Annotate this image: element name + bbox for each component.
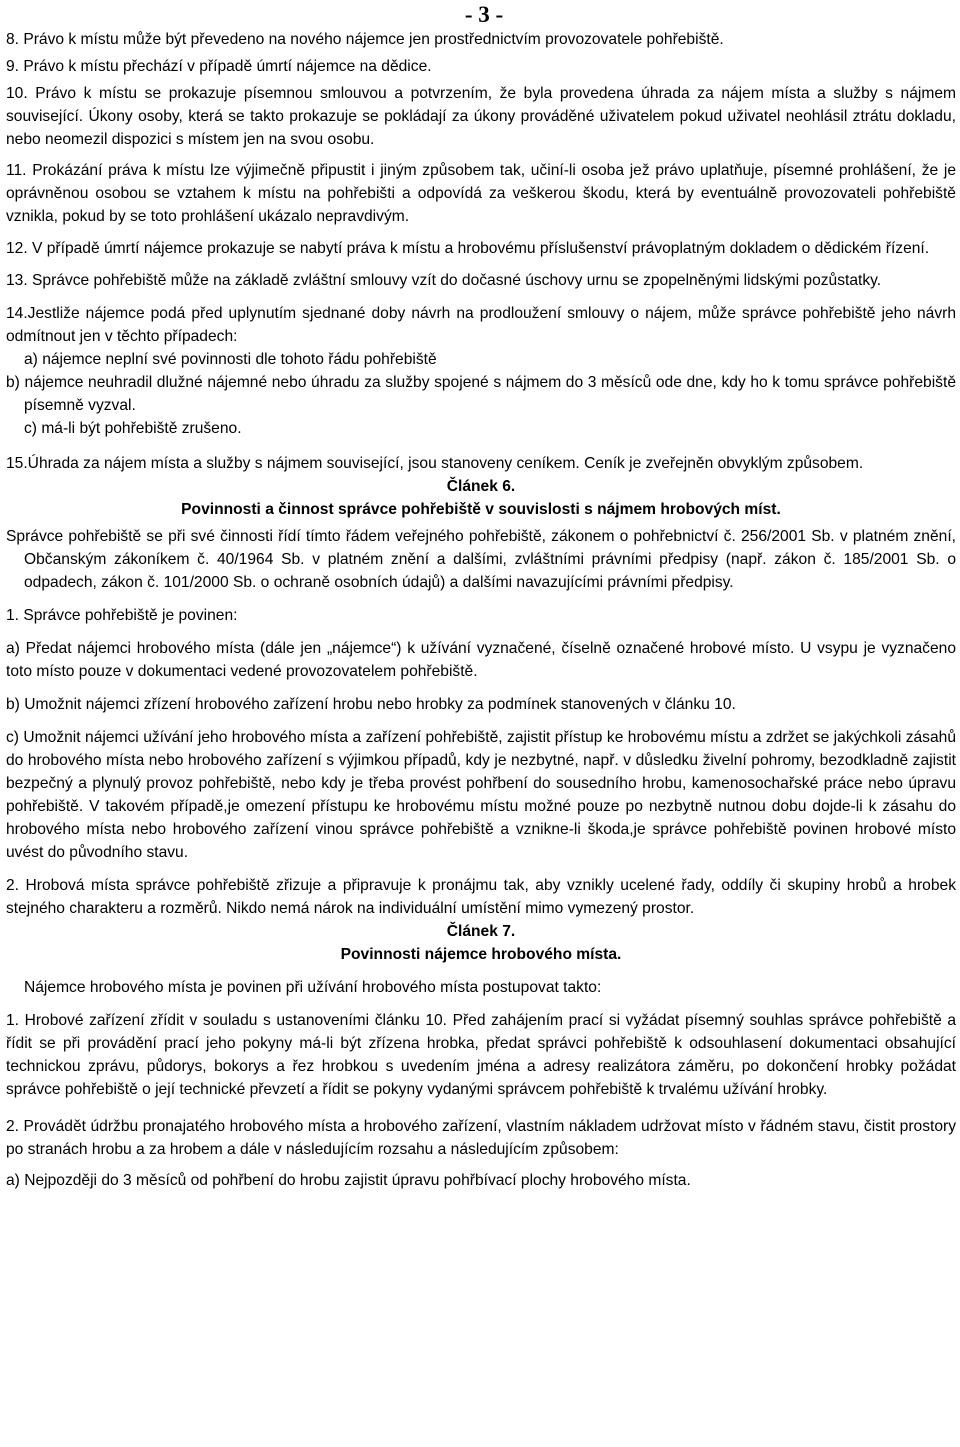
article-7-item-1: 1. Hrobové zařízení zřídit v souladu s ustanoveními článku 10. Před zahájením prací si vyžádat písemný souhlas správce pohřebiště a řídit se při provádění prací jeho pokyny má-li být zřízena hrobka, předat správci pohřebiště k odsouhlasení dokumentaci obsahující technickou zprávu, půdorys, bokorys a řez hrobkou s uvedením jména a adresy realizátora záměru, po dokončení hrobky požádat správce pohřebiště o její technické převzetí a řídit se pokyny vydanými správcem pohřebiště k trvalému užívání hrobky. [6, 1012, 956, 1098]
item-14-a: a) nájemce neplní své povinnosti dle tohoto řádu pohřebiště [24, 351, 437, 368]
item-9: 9. Právo k místu přechází v případě úmrtí nájemce na dědice. [6, 58, 432, 75]
article-6-item-1-c: c) Umožnit nájemci užívání jeho hrobového místa a zařízení pohřebiště, zajistit přístup ke hrobovému místu a zdržet se jakýchkoli zásahů do hrobového místa nebo hrobového zařízení s výjimkou případů, kdy je nezbytné, např. v důsledku živelní pohromy, bezodkladně zajistit bezpečný a plynulý provoz pohřebiště, nebo kdy je třeba provést pohřbení do sousedního hrobu, kamenosochařské práce nebo úpravu pohřebiště. V takovém případě,je omezení přístupu ke hrobovému místu možné pouze po nezbytně nutnou dobu dojde-li k zásahu do hrobového místa nebo hrobového zařízení vinou správce pohřebiště a vznikne-li škoda,je správce pohřebiště povinen hrobové místo uvést do původního stavu. [6, 729, 956, 861]
article-6-item-1-a: a) Předat nájemci hrobového místa (dále jen „nájemce“) k užívání vyznačené, číselně označené hrobové místo. U vsypu je vyznačeno toto místo pouze v dokumentaci vedené provozovatelem pohřebiště. [6, 640, 956, 680]
item-8: 8. Právo k místu může být převedeno na nového nájemce jen prostřednictvím provozovatele pohřebiště. [6, 31, 724, 48]
article-7-item-2-a: a) Nejpozději do 3 měsíců od pohřbení do hrobu zajistit úpravu pohřbívací plochy hrobového místa. [6, 1172, 691, 1189]
article-7-intro: Nájemce hrobového místa je povinen při užívání hrobového místa postupovat takto: [24, 979, 602, 996]
item-12: 12. V případě úmrtí nájemce prokazuje se nabytí práva k místu a hrobovému příslušenství právoplatným dokladem o dědickém řízení. [6, 240, 930, 257]
article-7-title: Povinnosti nájemce hrobového místa. [340, 946, 622, 963]
article-6-heading: Článek 6. [446, 478, 516, 495]
article-6-intro: Správce pohřebiště se při své činnosti řídí tímto řádem veřejného pohřebiště, zákonem o pohřebnictví č. 256/2001 Sb. v platném znění, Občanským zákoníkem č. 40/1964 Sb. v platném znění a dalšími, zvláštními právními předpisy (např. zákon č. 185/2001 Sb. o odpadech, zákon č. 101/2000 Sb. o ochraně osobních údajů) a dalšími navazujícími právními předpisy. [6, 528, 956, 591]
item-13: 13. Správce pohřebiště může na základě zvláštní smlouvy vzít do dočasné úschovy urnu se zpopelněnými lidskými pozůstatky. [6, 272, 882, 289]
item-11: 11. Prokázání práva k místu lze výjimečně připustit i jiným způsobem tak, učiní-li osoba jež právo uplatňuje, písemné prohlášení, že je oprávněnou osobou se vztahem k místu na pohřebišti a odpovídá za veškerou škodu, která by eventuálně provozovateli pohřebiště vznikla, pokud by se toto prohlášení ukázalo nepravdivým. [6, 162, 956, 225]
item-14: 14.Jestliže nájemce podá před uplynutím sjednané doby návrh na prodloužení smlouvy o nájem, může správce pohřebiště jeho návrh odmítnout jen v těchto případech: [6, 305, 956, 345]
item-10: 10. Právo k místu se prokazuje písemnou smlouvou a potvrzením, že byla provedena úhrada za nájem místa a služby s nájmem související. Úkony osoby, která se takto prokazuje se pokládají za úkony prováděné uživatelem pokud uživatel neohlásil ztrátu dokladu, nebo neomezil dispozici s místem jen na svou osobu. [6, 85, 956, 148]
article-6-item-2: 2. Hrobová místa správce pohřebiště zřizuje a připravuje k pronájmu tak, aby vznikly ucelené řady, oddíly či skupiny hrobů a hrobek stejného charakteru a rozměrů. Nikdo nemá nárok na individuální umístění mimo vymezený prostor. [6, 877, 956, 917]
item-14-b: b) nájemce neuhradil dlužné nájemné nebo úhradu za služby spojené s nájmem do 3 měsíců ode dne, kdy ho k tomu správce pohřebiště písemně vyzval. [6, 374, 956, 414]
article-6-item-1-b: b) Umožnit nájemci zřízení hrobového zařízení hrobu nebo hrobky za podmínek stanovených v článku 10. [6, 696, 736, 713]
article-7-heading: Článek 7. [446, 923, 516, 940]
item-14-c: c) má-li být pohřebiště zrušeno. [24, 420, 242, 437]
article-7-item-2: 2. Provádět údržbu pronajatého hrobového místa a hrobového zařízení, vlastním nákladem udržovat místo v řádném stavu, čistit prostory po stranách hrobu a za hrobem a dále v následujícím rozsahu a následujícím způsobem: [6, 1118, 956, 1158]
article-6-title: Povinnosti a činnost správce pohřebiště v souvislosti s nájmem hrobových míst. [181, 501, 781, 518]
item-15: 15.Úhrada za nájem místa a služby s nájmem související, jsou stanoveny ceníkem. Ceník je zveřejněn obvyklým způsobem. [6, 455, 864, 472]
article-6-item-1: 1. Správce pohřebiště je povinen: [6, 607, 238, 624]
page-number: - 3 - [464, 2, 504, 27]
